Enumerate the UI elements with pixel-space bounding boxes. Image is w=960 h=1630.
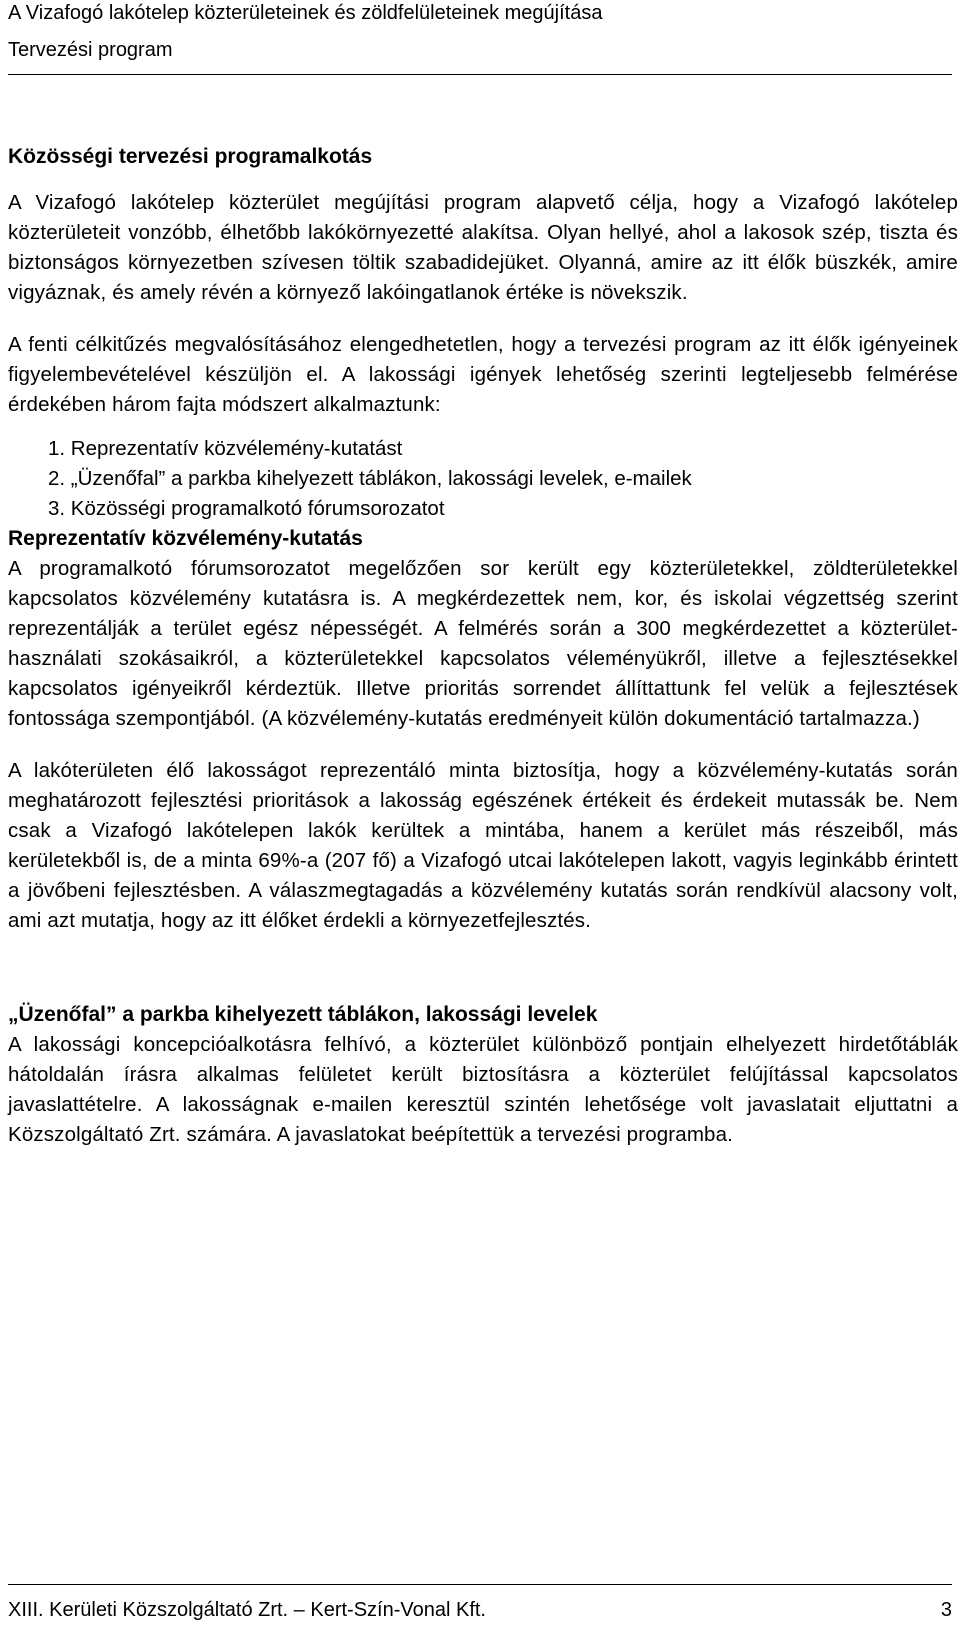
methods-list bbox=[8, 434, 958, 524]
list-item: 2. „Üzenőfal” a parkba kihelyezett táblákon, lakossági levelek, e-mailek bbox=[48, 467, 692, 490]
section-title-survey: Reprezentatív közvélemény-kutatás bbox=[8, 527, 363, 550]
header-subtitle: Tervezési program bbox=[8, 39, 173, 61]
section-title-community-planning: Közösségi tervezési programalkotás bbox=[8, 145, 373, 168]
page-number: 3 bbox=[940, 1599, 952, 1621]
footer-text: XIII. Kerületi Közszolgáltató Zrt. – Kert-Szín-Vonal Kft. bbox=[8, 1599, 486, 1621]
header-title: A Vizafogó lakótelep közterületeinek és zöldfelületeinek megújítása bbox=[8, 2, 603, 24]
section2-paragraph1: A programalkotó fórumsorozatot megelőzően sor került egy közterületekkel, zöldterületekkel kapcsolatos közvélemény kutatásra is. A megkérdezettek nem, kor, és iskolai végzettség szerint reprezentálják a terület egész népességét. A felmérés során a 300 megkérdezettet a közterület-használati szokásaikról, a közterületekkel kapcsolatos véleményükről, illetve a fejlesztésekkel kapcsolatos igényeikről kérdeztük. Illetve prioritás sorrendet állíttattunk fel velük a fejlesztések fontossága szempontjából. (A közvélemény-kutatás eredményeit külön dokumentáció tartalmazza.) bbox=[8, 557, 958, 730]
footer-divider bbox=[8, 1584, 952, 1585]
section1-paragraph1: A Vizafogó lakótelep közterület megújítási program alapvető célja, hogy a Vizafogó lakótelep közterületeit vonzóbb, élhetőbb lakókörnyezetté alakítsa. Olyan hellyé, ahol a lakosok szép, tiszta és biztonságos környezetben szívesen töltik szabadidejüket. Olyanná, amire az itt élők büszkék, amire vigyáznak, és amely révén a környező lakóingatlanok értéke is növekszik. bbox=[8, 191, 958, 304]
page-header bbox=[8, 0, 952, 63]
section3-paragraph1: A lakossági koncepcióalkotásra felhívó, a közterület különböző pontjain elhelyezett hirdetőtáblák hátoldalán írásra alkalmas felületet került biztosításra a közterület felújítással kapcsolatos javaslattételre. A lakosságnak e-mailen keresztül szintén lehetősége volt javaslatait eljuttatni a Közszolgáltató Zrt. számára. A javaslatokat beépítettük a tervezési programba. bbox=[8, 1033, 958, 1146]
section2-paragraph2: A lakóterületen élő lakosságot reprezentáló minta biztosítja, hogy a közvélemény-kutatás során meghatározott fejlesztési prioritások a lakosság egészének értékeit és érdekeit mutassák be. Nem csak a Vizafogó lakótelepen lakók kerültek a mintába, hanem a kerület más részeiből, más kerületekből is, de a minta 69%-a (207 fő) a Vizafogó utcai lakótelepen lakott, vagyis leginkább érintett a jövőbeni fejlesztésben. A válaszmegtagadás a közvélemény kutatás során rendkívül alacsony volt, ami azt mutatja, hogy az itt élőket érdekli a környezetfejlesztés. bbox=[8, 759, 958, 932]
list-item: 3. Közösségi programalkotó fórumsorozatot bbox=[48, 497, 445, 520]
header-divider bbox=[8, 74, 952, 75]
section1-paragraph2: A fenti célkitűzés megvalósításához elengedhetetlen, hogy a tervezési program az itt élők igényeinek figyelembevételével készüljön el. A lakossági igények lehetőség szerinti legteljesebb felmérése érdekében három fajta módszert alkalmaztunk: bbox=[8, 333, 958, 416]
page-content bbox=[8, 142, 958, 1150]
section-title-message-wall: „Üzenőfal” a parkba kihelyezett táblákon, lakossági levelek bbox=[8, 1003, 598, 1026]
list-item: 1. Reprezentatív közvélemény-kutatást bbox=[48, 437, 403, 460]
